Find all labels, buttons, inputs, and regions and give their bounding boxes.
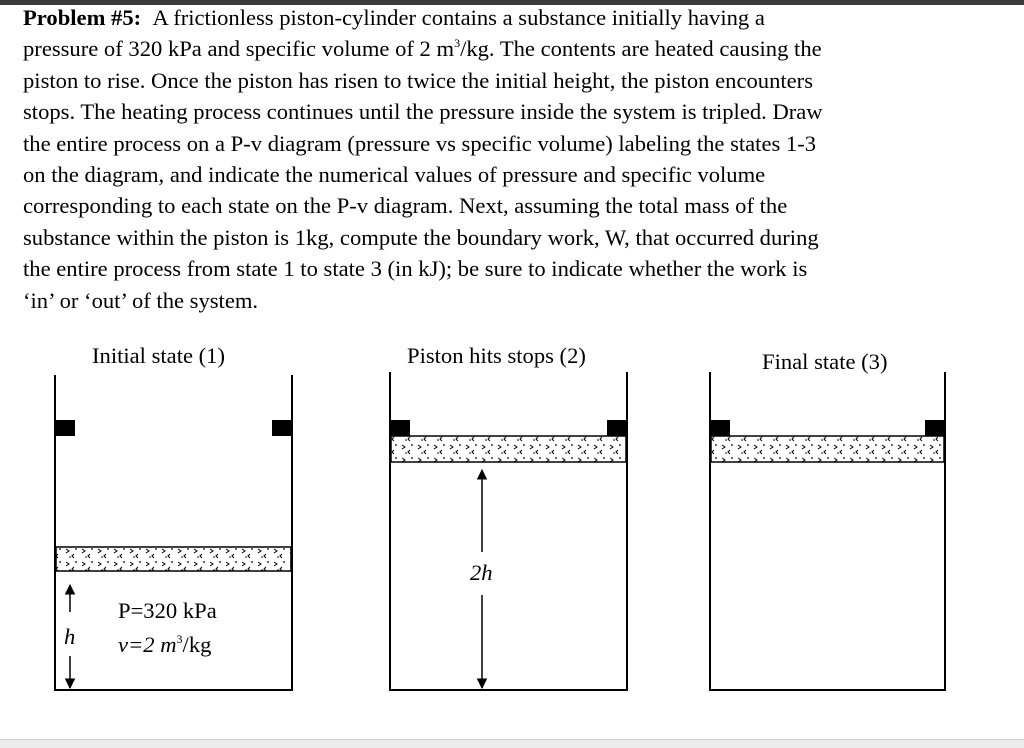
problem-line-5: the entire process on a P-v diagram (pressure vs specific volume) labeling the states 1-3 (23, 130, 817, 156)
caption-piston-hits-stops: Piston hits stops (2) (407, 343, 586, 368)
problem-line-10: ‘in’ or ‘out’ of the system. (23, 287, 259, 313)
cylinder-1-stop-left (55, 420, 75, 436)
state-1-pressure: P=320 kPa (118, 598, 217, 623)
caption-final-state: Final state (3) (762, 349, 888, 374)
problem-line-9: the entire process from state 1 to state 3 (in kJ); be sure to indicate whether the work is (23, 256, 808, 282)
problem-line-8: substance within the piston is 1kg, compute the boundary work, W, that occurred during (23, 224, 819, 250)
cylinder-state-2 (390, 372, 627, 690)
problem-line-2: pressure of 320 kPa and specific volume of 2 $m^3/kg$. The contents are heated causing the (23, 36, 822, 62)
cylinder-2-piston (391, 436, 626, 462)
cylinder-2-stop-right (607, 420, 627, 436)
cylinder-2-stop-left (390, 420, 410, 436)
cylinder-3-wall (710, 372, 945, 690)
state-1-specific-volume: v=2 $m^3/kg$ (118, 632, 212, 657)
problem-heading: Problem #5: (23, 5, 142, 30)
cylinder-state-3 (710, 372, 945, 690)
height-1-label: h (64, 624, 76, 649)
height-2-label: 2h (470, 560, 493, 585)
cylinder-2-wall (390, 372, 627, 690)
cylinder-1-stop-right (272, 420, 292, 436)
cylinder-3-stop-left (710, 420, 730, 436)
cylinder-3-stop-right (925, 420, 945, 436)
cylinder-1-piston (56, 547, 291, 571)
problem-line-1: Problem #5: A frictionless piston-cylinder contains a substance initially having a (23, 5, 765, 30)
cylinder-3-piston (711, 436, 944, 462)
problem-line-7: corresponding to each state on the P-v diagram. Next, assuming the total mass of the (23, 193, 788, 219)
caption-initial-state: Initial state (1) (92, 343, 226, 368)
problem-line-4: stops. The heating process continues until the pressure inside the system is tripled. Draw (23, 99, 823, 125)
problem-line-3: piston to rise. Once the piston has risen to twice the initial height, the piston encounters (23, 67, 813, 93)
problem-line-6: on the diagram, and indicate the numerical values of pressure and specific volume (23, 162, 766, 188)
